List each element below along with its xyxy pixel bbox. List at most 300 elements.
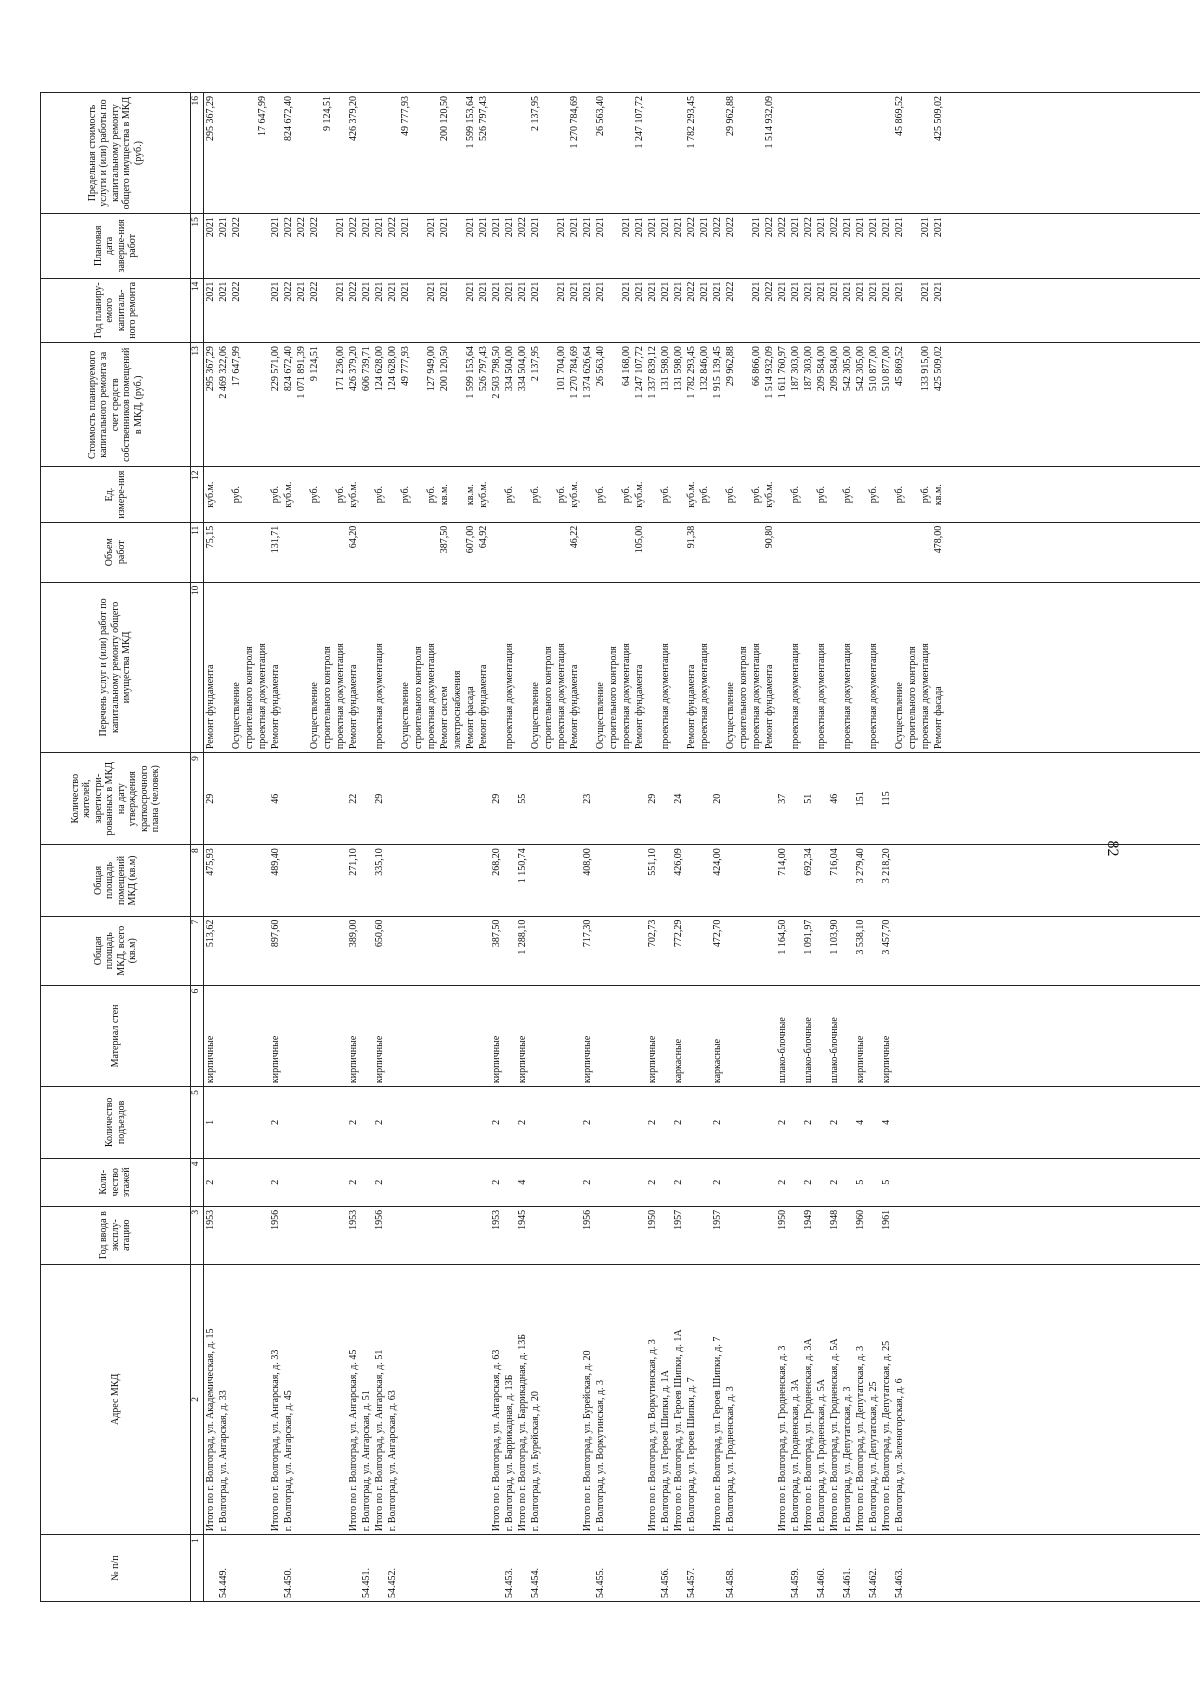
table-cell: проектная документация: [660, 643, 671, 750]
table-cell: Ремонт фундамента: [270, 664, 281, 750]
table-cell: [868, 526, 881, 579]
table-cell: 2021: [634, 217, 645, 238]
table-cell: [504, 96, 517, 210]
table-cell: Осуществление: [400, 682, 411, 750]
table-cell: [465, 920, 478, 982]
table-cell: [595, 989, 608, 1083]
table-cell: [452, 756, 465, 841]
table-cell: [361, 989, 374, 1083]
table-cell: 2021: [790, 217, 801, 238]
table-cell: [283, 1210, 296, 1261]
table-cell: [296, 1538, 309, 1598]
table-cell: 2021: [842, 217, 853, 238]
table-cell: 132 846,00: [699, 346, 710, 392]
table-cell: г. Волгоград, ул. Воркутинская, д. 3: [595, 1379, 606, 1532]
table-cell: [764, 1538, 777, 1598]
table-cell: [413, 848, 426, 912]
table-cell: [504, 1162, 517, 1203]
table-cell: проектная документация: [699, 643, 710, 750]
table-cell: [699, 756, 712, 841]
table-cell: [452, 1090, 465, 1154]
table-cell: [309, 1268, 322, 1532]
table-cell: 2021: [894, 281, 905, 302]
table-cell: [244, 848, 257, 912]
table-cell: [777, 1538, 790, 1598]
header-cell: Год ввода в эксплу-атацию: [41, 1206, 191, 1264]
table-cell: 1 599 153,64: [465, 346, 476, 399]
table-cell: 29: [374, 793, 385, 804]
table-cell: [582, 96, 595, 210]
table-cell: [907, 96, 920, 210]
header-row: [41, 93, 191, 1602]
table-cell: [296, 989, 309, 1083]
table-cell: [608, 989, 621, 1083]
table-cell: [751, 989, 764, 1083]
table-cell: 2022: [686, 281, 697, 302]
table-cell: [374, 1538, 387, 1598]
table-cell: [868, 848, 881, 912]
table-cell: [699, 96, 712, 210]
table-cell: [491, 586, 504, 749]
column-c14-cells: [204, 278, 1200, 343]
table-cell: [751, 1210, 764, 1261]
table-cell: [322, 526, 335, 579]
table-cell: 54.459.: [790, 1568, 801, 1598]
table-cell: 1957: [712, 1209, 723, 1230]
table-cell: [790, 848, 803, 912]
table-cell: [517, 470, 530, 518]
table-cell: 45 869,52: [894, 346, 905, 387]
table-cell: [738, 989, 751, 1083]
table-cell: [608, 848, 621, 912]
table-cell: [387, 526, 400, 579]
table-cell: 2: [712, 1119, 723, 1125]
table-cell: 2021: [218, 281, 229, 302]
table-cell: 1956: [374, 1209, 385, 1230]
table-cell: [660, 526, 673, 579]
column-c4-cells: [204, 1158, 1200, 1206]
table-cell: [660, 848, 673, 912]
table-cell: [608, 1162, 621, 1203]
table-cell: [816, 756, 829, 841]
table-cell: [868, 1210, 881, 1261]
table-cell: 24: [673, 793, 684, 804]
table-cell: 209 584,00: [816, 346, 827, 392]
table-cell: 2021: [582, 281, 593, 302]
table-cell: 54.457.: [686, 1568, 697, 1598]
table-cell: [751, 1162, 764, 1203]
table-cell: 3 538,10: [855, 919, 866, 955]
header-cell: Общая площадь МКД, всего (кв.м): [41, 916, 191, 985]
table-cell: 2021: [751, 281, 762, 302]
table-cell: 542 305,00: [855, 346, 866, 392]
table-cell: кирпичные: [270, 1035, 281, 1084]
table-cell: 1948: [829, 1209, 840, 1230]
table-cell: [738, 1538, 751, 1598]
table-cell: [556, 1210, 569, 1261]
table-cell: Итого по г. Волгоград, ул. Героев Шипки, д. 7: [712, 1336, 723, 1532]
table-cell: [257, 1210, 270, 1261]
table-cell: 64 168,00: [621, 346, 632, 387]
column-number: 13: [191, 343, 204, 467]
header-cell: Адрес МКД: [41, 1264, 191, 1535]
table-cell: 200 120,50: [439, 346, 450, 392]
table-cell: [933, 848, 946, 912]
table-cell: 2021: [712, 281, 723, 302]
table-cell: 23: [582, 793, 593, 804]
table-cell: [543, 756, 556, 841]
table-cell: [647, 586, 660, 749]
table-cell: [296, 920, 309, 982]
table-cell: [608, 1210, 621, 1261]
table-cell: г. Волгоград, ул. Героев Шипки, д. 1А: [660, 1370, 671, 1532]
table-cell: [634, 989, 647, 1083]
table-cell: 127 949,00: [426, 346, 437, 392]
table-cell: [361, 526, 374, 579]
table-cell: 2021: [933, 217, 944, 238]
table-cell: [686, 756, 699, 841]
table-cell: 105,00: [634, 525, 645, 554]
column-number: 16: [191, 93, 204, 214]
table-cell: 2021: [673, 217, 684, 238]
table-cell: [296, 1162, 309, 1203]
table-cell: [803, 586, 816, 749]
table-cell: [426, 96, 439, 210]
table-cell: [816, 920, 829, 982]
table-cell: [361, 586, 374, 749]
table-cell: [725, 756, 738, 841]
table-cell: [517, 96, 530, 210]
table-cell: проектная документация: [426, 643, 437, 750]
table-cell: [907, 848, 920, 912]
table-cell: 295 367,29: [205, 96, 216, 141]
table-cell: [296, 1090, 309, 1154]
table-cell: [257, 217, 270, 275]
table-cell: [361, 1162, 374, 1203]
table-cell: [322, 848, 335, 912]
table-cell: [361, 1210, 374, 1261]
table-cell: [218, 586, 231, 749]
table-cell: [387, 1090, 400, 1154]
table-cell: 1953: [491, 1209, 502, 1230]
table-cell: кирпичные: [647, 1035, 658, 1084]
table-cell: 478,00: [933, 525, 944, 554]
table-cell: [530, 1162, 543, 1203]
table-cell: [452, 848, 465, 912]
table-cell: 55: [517, 793, 528, 804]
header-cell: Ед. измере-ния: [41, 467, 191, 522]
table-cell: проектная документация: [816, 643, 827, 750]
table-cell: 1961: [881, 1209, 892, 1230]
table-cell: [218, 920, 231, 982]
table-cell: [361, 848, 374, 912]
table-cell: [322, 920, 335, 982]
table-cell: Ремонт фасада: [465, 686, 476, 750]
table-cell: [218, 526, 231, 579]
table-cell: 2021: [465, 281, 476, 302]
table-cell: [842, 756, 855, 841]
table-cell: [322, 470, 335, 518]
table-cell: кирпичные: [491, 1035, 502, 1084]
table-cell: [868, 756, 881, 841]
table-cell: [816, 989, 829, 1083]
table-cell: 1 374 626,64: [582, 346, 593, 399]
table-cell: [933, 756, 946, 841]
table-cell: [933, 989, 946, 1083]
table-cell: 187 303,00: [803, 346, 814, 392]
table-cell: руб.: [842, 485, 853, 504]
table-cell: Ремонт фундамента: [569, 664, 580, 750]
table-cell: [907, 346, 920, 463]
table-cell: [244, 217, 257, 275]
table-cell: [660, 920, 673, 982]
table-cell: [712, 96, 725, 210]
table-cell: 2022: [764, 281, 775, 302]
table-cell: [322, 1210, 335, 1261]
table-cell: [244, 1090, 257, 1154]
table-cell: 2021: [530, 281, 541, 302]
table-cell: [244, 470, 257, 518]
table-cell: кв.м.: [933, 484, 944, 506]
table-cell: [764, 1268, 777, 1532]
table-cell: 1 091,97: [803, 919, 814, 955]
table-cell: [517, 1538, 530, 1598]
table-cell: 295 367,29: [205, 346, 216, 392]
table-cell: [530, 920, 543, 982]
table-cell: [452, 1538, 465, 1598]
table-cell: 2: [803, 1119, 814, 1125]
table-cell: [647, 470, 660, 518]
table-cell: проектная документация: [504, 643, 515, 750]
table-cell: руб.: [699, 485, 710, 504]
table-cell: [907, 756, 920, 841]
table-cell: [296, 586, 309, 749]
table-cell: 2021: [270, 281, 281, 302]
table-cell: [842, 1162, 855, 1203]
table-cell: [725, 526, 738, 579]
table-cell: [218, 989, 231, 1083]
table-cell: [595, 526, 608, 579]
table-cell: [595, 1162, 608, 1203]
table-cell: Итого по г. Волгоград, ул. Гродненская, д. 3А: [803, 1338, 814, 1532]
table-cell: г. Волгоград, ул. Баррикадная, д. 13Б: [504, 1374, 515, 1532]
table-cell: 2 503 798,50: [491, 346, 502, 399]
table-cell: [790, 1090, 803, 1154]
table-cell: [309, 1210, 322, 1261]
table-cell: 229 571,00: [270, 346, 281, 392]
table-cell: [504, 526, 517, 579]
table-body-row: [204, 93, 1200, 1602]
table-cell: 2021: [660, 281, 671, 302]
table-cell: [543, 848, 556, 912]
table-cell: [855, 1538, 868, 1598]
table-cell: 2: [374, 1119, 385, 1125]
table-cell: 513,62: [205, 919, 216, 948]
table-cell: 54.453.: [504, 1568, 515, 1598]
table-cell: [309, 96, 322, 210]
table-cell: 772,29: [673, 919, 684, 948]
table-cell: руб.: [920, 485, 931, 504]
table-cell: 1960: [855, 1209, 866, 1230]
table-cell: строительного контроля: [322, 646, 333, 750]
table-cell: Итого по г. Волгоград, ул. Депутатская, д. 25: [881, 1340, 892, 1532]
table-cell: [244, 920, 257, 982]
table-cell: [764, 989, 777, 1083]
table-cell: [569, 1538, 582, 1598]
table-cell: [205, 1538, 218, 1598]
table-cell: [595, 848, 608, 912]
table-cell: [881, 96, 894, 210]
table-cell: [543, 1162, 556, 1203]
table-cell: кирпичные: [517, 1035, 528, 1084]
table-cell: 2021: [387, 281, 398, 302]
table-cell: [478, 756, 491, 841]
table-cell: [829, 470, 842, 518]
table-cell: 54.458.: [725, 1568, 736, 1598]
table-cell: [244, 1162, 257, 1203]
table-cell: [283, 1090, 296, 1154]
table-cell: 2021: [855, 217, 866, 238]
table-cell: [335, 1210, 348, 1261]
table-cell: строительного контроля: [543, 646, 554, 750]
table-cell: 66 866,00: [751, 346, 762, 387]
table-cell: 2 137,95: [530, 96, 541, 131]
table-cell: [764, 1162, 777, 1203]
table-cell: 1 782 293,45: [686, 96, 697, 149]
table-cell: [218, 848, 231, 912]
column-c12-cells: [204, 467, 1200, 522]
table-cell: 2021: [647, 217, 658, 238]
table-cell: руб.: [595, 485, 606, 504]
table-cell: 29 962,88: [725, 96, 736, 136]
table-cell: [478, 1210, 491, 1261]
table-cell: 124 628,00: [387, 346, 398, 392]
header-cell: Год планиру-емого капиталь-ного ремонта: [41, 278, 191, 343]
table-cell: [309, 756, 322, 841]
table-cell: [816, 848, 829, 912]
table-cell: [712, 526, 725, 579]
table-cell: 2021: [595, 281, 606, 302]
table-cell: [894, 1090, 907, 1154]
repair-plan-table: [40, 92, 1200, 1602]
table-cell: 124 628,00: [374, 346, 385, 392]
table-cell: Ремонт фундамента: [348, 664, 359, 750]
table-cell: [387, 96, 400, 210]
table-cell: [322, 1268, 335, 1532]
column-number: 10: [191, 582, 204, 752]
table-cell: [465, 1090, 478, 1154]
table-cell: [465, 756, 478, 841]
table-cell: [556, 1538, 569, 1598]
table-cell: 4: [881, 1119, 892, 1125]
table-cell: 717,30: [582, 919, 593, 948]
table-cell: 2022: [309, 217, 320, 238]
table-cell: 1 247 107,72: [634, 96, 645, 149]
table-cell: руб.: [231, 485, 242, 504]
table-cell: [699, 526, 712, 579]
table-cell: 2: [491, 1119, 502, 1125]
table-cell: [283, 989, 296, 1083]
table-cell: 2: [803, 1179, 814, 1185]
table-cell: [790, 920, 803, 982]
table-cell: [569, 1090, 582, 1154]
table-cell: 2021: [335, 217, 346, 238]
table-cell: [400, 756, 413, 841]
table-cell: 46,22: [569, 525, 580, 549]
table-cell: 2 469 322,06: [218, 346, 229, 399]
table-cell: 1: [205, 1119, 216, 1125]
table-cell: [504, 756, 517, 841]
table-cell: [790, 1162, 803, 1203]
table-cell: [413, 217, 426, 275]
table-cell: [738, 1210, 751, 1261]
table-cell: [270, 96, 283, 210]
header-cell: Объем работ: [41, 522, 191, 582]
table-cell: [738, 282, 751, 340]
table-cell: [634, 1268, 647, 1532]
table-cell: [231, 1090, 244, 1154]
table-cell: [764, 1090, 777, 1154]
table-cell: [452, 1210, 465, 1261]
table-cell: [543, 1538, 556, 1598]
table-cell: [933, 1268, 946, 1532]
table-cell: [257, 526, 270, 579]
table-cell: каркасные: [712, 1038, 723, 1084]
table-cell: 426 379,20: [348, 346, 359, 392]
table-cell: 2022: [309, 281, 320, 302]
table-cell: [569, 756, 582, 841]
table-cell: [621, 1090, 634, 1154]
table-cell: 2021: [790, 281, 801, 302]
table-cell: проектная документация: [374, 643, 385, 750]
table-cell: [608, 756, 621, 841]
table-cell: [231, 989, 244, 1083]
table-cell: 1 611 760,97: [777, 346, 788, 399]
table-cell: [322, 346, 335, 463]
table-cell: [686, 1210, 699, 1261]
table-cell: [569, 1268, 582, 1532]
table-cell: [738, 920, 751, 982]
table-cell: [335, 1538, 348, 1598]
table-cell: [673, 96, 686, 210]
table-cell: руб.: [374, 485, 385, 504]
table-cell: [413, 989, 426, 1083]
table-cell: 897,60: [270, 919, 281, 948]
table-cell: [673, 1538, 686, 1598]
table-cell: [465, 989, 478, 1083]
table-cell: [387, 756, 400, 841]
table-cell: [647, 1538, 660, 1598]
table-cell: [465, 848, 478, 912]
table-cell: 209 584,00: [829, 346, 840, 392]
table-cell: [231, 1268, 244, 1532]
table-cell: 824 672,40: [283, 96, 294, 141]
table-cell: [361, 1090, 374, 1154]
table-cell: 90,80: [764, 525, 775, 549]
table-cell: 2021: [361, 281, 372, 302]
table-cell: [673, 526, 686, 579]
table-cell: [491, 1538, 504, 1598]
table-cell: Осуществление: [595, 682, 606, 750]
table-cell: [582, 470, 595, 518]
table-cell: [816, 1162, 829, 1203]
table-cell: [790, 526, 803, 579]
table-cell: [556, 1268, 569, 1532]
table-cell: [855, 586, 868, 749]
table-cell: [218, 1210, 231, 1261]
table-cell: [764, 756, 777, 841]
table-cell: [387, 1162, 400, 1203]
